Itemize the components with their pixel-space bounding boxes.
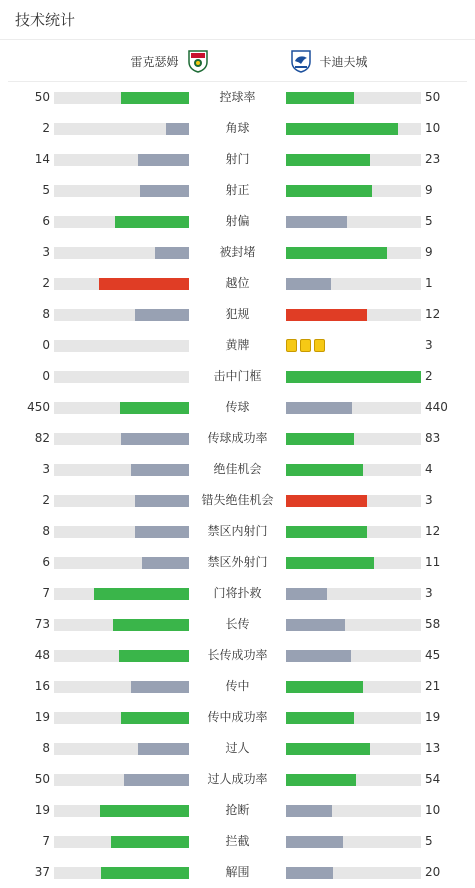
stat-row bbox=[0, 795, 475, 826]
stat-label: 角球 bbox=[225, 121, 250, 135]
home-value: 7 bbox=[42, 586, 50, 600]
away-value: 5 bbox=[425, 214, 433, 228]
home-bar-fill bbox=[135, 495, 189, 507]
home-value: 8 bbox=[42, 741, 50, 755]
home-bar-fill bbox=[111, 836, 189, 848]
away-bar-fill bbox=[286, 92, 354, 104]
home-value: 50 bbox=[34, 772, 50, 786]
stat-row bbox=[0, 361, 475, 392]
home-value: 50 bbox=[34, 90, 50, 104]
stat-label: 犯规 bbox=[225, 307, 250, 321]
home-bar-track bbox=[54, 495, 189, 507]
stat-row bbox=[0, 826, 475, 857]
away-bar-track bbox=[286, 774, 421, 786]
home-bar-fill bbox=[121, 433, 189, 445]
away-bar-fill bbox=[286, 619, 345, 631]
away-bar-fill bbox=[286, 743, 370, 755]
home-value: 19 bbox=[34, 803, 50, 817]
home-value: 8 bbox=[42, 524, 50, 538]
home-bar-fill bbox=[99, 278, 189, 290]
stat-row bbox=[0, 330, 475, 361]
stat-label: 错失绝佳机会 bbox=[201, 493, 274, 507]
home-value: 6 bbox=[42, 555, 50, 569]
away-bar-fill bbox=[286, 557, 374, 569]
away-bar-track bbox=[286, 154, 421, 166]
home-bar-fill bbox=[121, 92, 189, 104]
home-bar-fill bbox=[138, 154, 189, 166]
away-bar-fill bbox=[286, 402, 352, 414]
stat-label: 禁区内射门 bbox=[207, 524, 268, 538]
stat-row bbox=[0, 547, 475, 578]
home-value: 37 bbox=[34, 865, 50, 879]
away-bar-fill bbox=[286, 681, 363, 693]
home-bar-fill bbox=[135, 309, 189, 321]
home-bar-track bbox=[54, 712, 189, 724]
home-bar-track bbox=[54, 650, 189, 662]
away-value: 9 bbox=[425, 183, 433, 197]
away-yellow-cards bbox=[286, 339, 325, 352]
away-bar-track bbox=[286, 433, 421, 445]
home-bar-fill bbox=[100, 805, 189, 817]
home-bar-track bbox=[54, 619, 189, 631]
away-bar-track bbox=[286, 92, 421, 104]
away-bar-fill bbox=[286, 712, 354, 724]
away-value: 1 bbox=[425, 276, 433, 290]
home-bar-track bbox=[54, 681, 189, 693]
home-bar-track bbox=[54, 185, 189, 197]
home-bar-fill bbox=[115, 216, 189, 228]
stat-row bbox=[0, 423, 475, 454]
stat-row bbox=[0, 578, 475, 609]
away-bar-track bbox=[286, 557, 421, 569]
home-bar-track bbox=[54, 774, 189, 786]
away-bar-fill bbox=[286, 650, 351, 662]
away-bar-fill bbox=[286, 371, 421, 383]
stat-row bbox=[0, 113, 475, 144]
home-bar-fill bbox=[135, 526, 189, 538]
away-value: 45 bbox=[425, 648, 441, 662]
home-bar-fill bbox=[131, 464, 189, 476]
home-bar-fill bbox=[140, 185, 189, 197]
home-bar-track bbox=[54, 526, 189, 538]
home-bar-track bbox=[54, 371, 189, 383]
away-bar-track bbox=[286, 309, 421, 321]
away-bar-fill bbox=[286, 247, 387, 259]
home-value: 5 bbox=[42, 183, 50, 197]
home-value: 16 bbox=[34, 679, 50, 693]
stat-label: 过人成功率 bbox=[207, 772, 268, 786]
stat-label: 越位 bbox=[225, 276, 250, 290]
home-bar-fill bbox=[142, 557, 189, 569]
away-bar-track bbox=[286, 464, 421, 476]
home-bar-fill bbox=[138, 743, 189, 755]
stat-row bbox=[0, 609, 475, 640]
away-value: 4 bbox=[425, 462, 433, 476]
home-bar-fill bbox=[121, 712, 189, 724]
away-bar-track bbox=[286, 216, 421, 228]
away-value: 10 bbox=[425, 803, 441, 817]
away-value: 54 bbox=[425, 772, 441, 786]
home-bar-fill bbox=[94, 588, 189, 600]
page-header bbox=[0, 0, 475, 40]
home-team-name: 雷克瑟姆 bbox=[130, 54, 179, 69]
stat-row bbox=[0, 175, 475, 206]
home-value: 3 bbox=[42, 462, 50, 476]
away-bar-fill bbox=[286, 154, 370, 166]
home-bar-fill bbox=[113, 619, 189, 631]
away-value: 5 bbox=[425, 834, 433, 848]
home-bar-track bbox=[54, 557, 189, 569]
home-bar-track bbox=[54, 309, 189, 321]
stat-label: 禁区外射门 bbox=[207, 555, 268, 569]
home-team[interactable] bbox=[130, 40, 208, 82]
stat-label: 抢断 bbox=[225, 803, 250, 817]
home-bar-fill bbox=[119, 650, 189, 662]
page-title: 技术统计 bbox=[15, 11, 76, 29]
stat-label: 射门 bbox=[225, 152, 250, 166]
home-bar-track bbox=[54, 588, 189, 600]
away-bar-fill bbox=[286, 867, 333, 879]
away-bar-track bbox=[286, 278, 421, 290]
home-value: 8 bbox=[42, 307, 50, 321]
home-bar-fill bbox=[120, 402, 189, 414]
stat-row bbox=[0, 392, 475, 423]
stat-label: 长传成功率 bbox=[207, 648, 268, 662]
home-bar-track bbox=[54, 123, 189, 135]
yellow-card-icon bbox=[286, 339, 297, 352]
stat-label: 被封堵 bbox=[219, 245, 256, 259]
away-value: 20 bbox=[425, 865, 441, 879]
home-bar-track bbox=[54, 154, 189, 166]
home-bar-track bbox=[54, 402, 189, 414]
stat-row bbox=[0, 82, 475, 113]
away-bar-track bbox=[286, 805, 421, 817]
home-value: 3 bbox=[42, 245, 50, 259]
home-value: 2 bbox=[42, 121, 50, 135]
away-value: 13 bbox=[425, 741, 441, 755]
stat-row bbox=[0, 206, 475, 237]
stat-label: 击中门框 bbox=[213, 369, 262, 383]
away-bar-fill bbox=[286, 774, 356, 786]
away-bar-fill bbox=[286, 495, 367, 507]
stat-label: 传球 bbox=[225, 400, 250, 414]
away-bar-track bbox=[286, 123, 421, 135]
home-bar-track bbox=[54, 278, 189, 290]
away-bar-track bbox=[286, 836, 421, 848]
away-value: 83 bbox=[425, 431, 441, 445]
stat-label: 传中成功率 bbox=[207, 710, 268, 724]
stat-label: 门将扑救 bbox=[213, 586, 262, 600]
away-bar-track bbox=[286, 619, 421, 631]
away-bar-track bbox=[286, 588, 421, 600]
away-team[interactable] bbox=[290, 40, 368, 82]
stat-label: 控球率 bbox=[219, 90, 256, 104]
stat-label: 拦截 bbox=[225, 834, 250, 848]
home-bar-track bbox=[54, 433, 189, 445]
stat-row bbox=[0, 485, 475, 516]
yellow-card-icon bbox=[300, 339, 311, 352]
stat-row bbox=[0, 764, 475, 795]
home-value: 82 bbox=[34, 431, 50, 445]
home-bar-fill bbox=[166, 123, 189, 135]
away-bar-track bbox=[286, 681, 421, 693]
away-value: 3 bbox=[425, 586, 433, 600]
away-value: 2 bbox=[425, 369, 433, 383]
home-bar-track bbox=[54, 743, 189, 755]
stat-label: 过人 bbox=[225, 741, 250, 755]
stat-row bbox=[0, 640, 475, 671]
stat-label: 射偏 bbox=[225, 214, 250, 228]
away-bar-track bbox=[286, 247, 421, 259]
home-bar-track bbox=[54, 867, 189, 879]
away-bar-fill bbox=[286, 526, 367, 538]
away-bar-fill bbox=[286, 464, 363, 476]
away-bar-fill bbox=[286, 185, 372, 197]
away-value: 440 bbox=[425, 400, 448, 414]
away-bar-fill bbox=[286, 588, 327, 600]
away-value: 50 bbox=[425, 90, 441, 104]
yellow-card-icon bbox=[314, 339, 325, 352]
away-bar-track bbox=[286, 185, 421, 197]
home-bar-track bbox=[54, 836, 189, 848]
away-value: 3 bbox=[425, 493, 433, 507]
home-value: 0 bbox=[42, 369, 50, 383]
away-team-name: 卡迪夫城 bbox=[319, 54, 368, 69]
away-bar-track bbox=[286, 712, 421, 724]
away-value: 21 bbox=[425, 679, 441, 693]
home-value: 2 bbox=[42, 493, 50, 507]
away-value: 12 bbox=[425, 524, 441, 538]
stat-row bbox=[0, 237, 475, 268]
stat-row bbox=[0, 702, 475, 733]
away-bar-track bbox=[286, 495, 421, 507]
stat-row bbox=[0, 857, 475, 888]
away-bar-fill bbox=[286, 433, 354, 445]
away-bar-fill bbox=[286, 216, 347, 228]
away-value: 58 bbox=[425, 617, 441, 631]
home-bar-track bbox=[54, 340, 189, 352]
away-bar-track bbox=[286, 867, 421, 879]
away-bar-fill bbox=[286, 309, 367, 321]
stat-label: 传球成功率 bbox=[207, 431, 268, 445]
stat-row bbox=[0, 733, 475, 764]
stat-row bbox=[0, 144, 475, 175]
home-value: 450 bbox=[27, 400, 50, 414]
home-bar-fill bbox=[155, 247, 189, 259]
stat-label: 传中 bbox=[225, 679, 250, 693]
away-bar-track bbox=[286, 371, 421, 383]
home-bar-track bbox=[54, 805, 189, 817]
home-value: 19 bbox=[34, 710, 50, 724]
home-value: 48 bbox=[34, 648, 50, 662]
wrexham-crest-icon bbox=[187, 49, 209, 73]
home-bar-fill bbox=[124, 774, 189, 786]
stat-row bbox=[0, 516, 475, 547]
away-bar-track bbox=[286, 526, 421, 538]
home-bar-fill bbox=[131, 681, 189, 693]
stat-row bbox=[0, 299, 475, 330]
away-bar-track bbox=[286, 743, 421, 755]
away-value: 10 bbox=[425, 121, 441, 135]
away-bar-fill bbox=[286, 805, 332, 817]
away-bar-fill bbox=[286, 278, 331, 290]
teams-header bbox=[8, 40, 467, 82]
home-bar-track bbox=[54, 216, 189, 228]
cardiff-crest-icon bbox=[290, 49, 312, 73]
stat-label: 绝佳机会 bbox=[213, 462, 262, 476]
stat-row bbox=[0, 268, 475, 299]
stat-label: 黄牌 bbox=[225, 338, 250, 352]
home-value: 14 bbox=[34, 152, 50, 166]
away-bar-fill bbox=[286, 836, 343, 848]
away-value: 19 bbox=[425, 710, 441, 724]
stat-label: 解围 bbox=[225, 865, 250, 879]
home-bar-track bbox=[54, 464, 189, 476]
away-bar-track bbox=[286, 650, 421, 662]
home-value: 7 bbox=[42, 834, 50, 848]
home-bar-fill bbox=[101, 867, 189, 879]
stat-label: 射正 bbox=[225, 183, 250, 197]
away-bar-track bbox=[286, 402, 421, 414]
away-value: 12 bbox=[425, 307, 441, 321]
home-bar-track bbox=[54, 92, 189, 104]
stat-row bbox=[0, 671, 475, 702]
home-value: 6 bbox=[42, 214, 50, 228]
away-bar-fill bbox=[286, 123, 398, 135]
home-value: 0 bbox=[42, 338, 50, 352]
home-value: 73 bbox=[34, 617, 50, 631]
home-bar-track bbox=[54, 247, 189, 259]
away-value: 9 bbox=[425, 245, 433, 259]
stat-row bbox=[0, 454, 475, 485]
away-value: 11 bbox=[425, 555, 441, 569]
stat-label: 长传 bbox=[225, 617, 250, 631]
home-value: 2 bbox=[42, 276, 50, 290]
away-value: 23 bbox=[425, 152, 441, 166]
away-value: 3 bbox=[425, 338, 433, 352]
